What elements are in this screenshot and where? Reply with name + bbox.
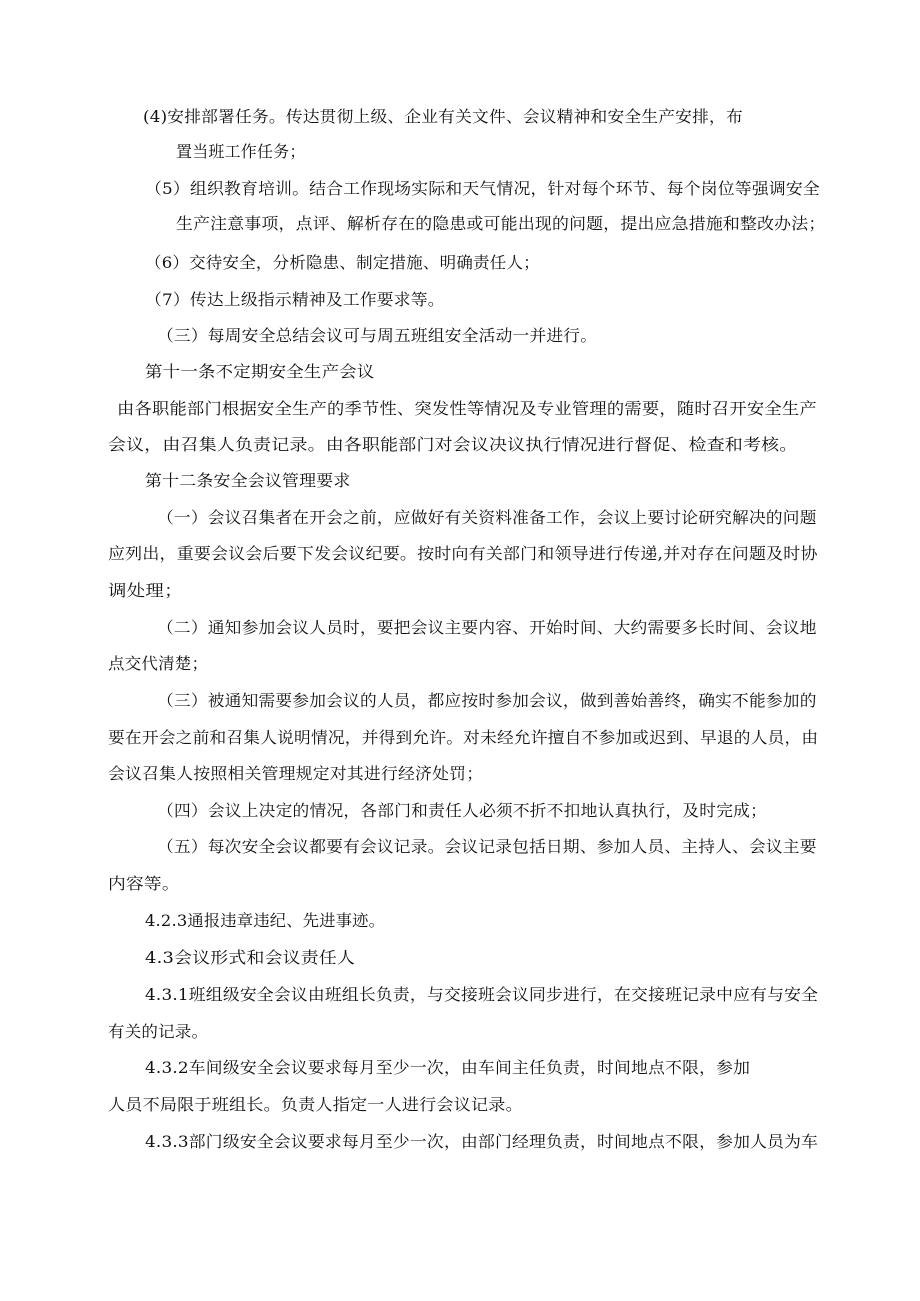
section-4-3-2-line-1: 4.3.2车间级安全会议要求每月至少一次，由车间主任负责，时间地点不限，参加 <box>145 1058 751 1077</box>
section-4-3-1-line-2: 有关的记录。 <box>108 1022 209 1041</box>
req-3-line-2: 要在开会之前和召集人说明情况，并得到允许。对未经允许擅自不参加或迟到、早退的人员，由 <box>108 728 819 747</box>
article-11-body-line-1: 由各职能部门根据安全生产的季节性、突发性等情况及专业管理的需要，随时召开安全生产 <box>117 399 817 418</box>
section-4-3-title: 4.3会议形式和会议责任人 <box>145 948 356 967</box>
item-7: （7）传达上级指示精神及工作要求等。 <box>145 290 445 309</box>
item-4-line-1: (4)安排部署任务。传达贯彻上级、企业有关文件、会议精神和安全生产安排，布 <box>143 107 743 126</box>
section-4-3-1-line-1: 4.3.1班组级安全会议由班组长负责，与交接班会议同步进行，在交接班记录中应有与安全 <box>145 985 819 1004</box>
req-3-line-3: 会议召集人按照相关管理规定对其进行经济处罚； <box>108 764 484 783</box>
article-11-body-line-2: 会议，由召集人负责记录。由各职能部门对会议决议执行情况进行督促、检查和考核。 <box>108 435 798 454</box>
article-12-title: 第十二条安全会议管理要求 <box>145 471 351 490</box>
req-1-line-2: 应列出，重要会议会后要下发会议纪要。按时向有关部门和领导进行传递,并对存在问题及时协 <box>108 544 818 563</box>
para-weekly-summary: （三）每周安全总结会议可与周五班组安全活动一并进行。 <box>157 326 598 345</box>
section-4-3-2-line-2: 人员不局限于班组长。负责人指定一人进行会议记录。 <box>108 1095 523 1114</box>
section-4-3-3-line-1: 4.3.3部门级安全会议要求每月至少一次，由部门经理负责，时间地点不限，参加人员为车 <box>145 1132 819 1151</box>
req-5-line-2: 内容等。 <box>108 874 180 893</box>
item-6: （6）交待安全，分析隐患、制定措施、明确责任人； <box>145 253 540 272</box>
section-4-2-3: 4.2.3通报违章违纪、先进事迹。 <box>145 911 386 930</box>
req-2-line-1: （二）通知参加会议人员时，要把会议主要内容、开始时间、大约需要多长时间、会议地 <box>157 618 817 637</box>
req-1-line-3: 调处理； <box>108 581 183 600</box>
req-5-line-1: （五）每次安全会议都要有会议记录。会议记录包括日期、参加人员、主持人、会议主要 <box>157 837 817 856</box>
req-3-line-1: （三）被通知需要参加会议的人员，都应按时参加会议，做到善始善终，确实不能参加的 <box>157 691 817 710</box>
article-11-title: 第十一条不定期安全生产会议 <box>145 362 375 381</box>
req-1-line-1: （一）会议召集者在开会之前，应做好有关资料准备工作，会议上要讨论研究解决的问题 <box>157 508 817 527</box>
item-5-line-2: 生产注意事项，点评、解析存在的隐患或可能出现的问题，提出应急措施和整改办法； <box>176 214 826 233</box>
item-5-line-1: （5）组织教育培训。结合工作现场实际和天气情况，针对每个环节、每个岗位等强调安全 <box>145 179 820 198</box>
item-4-line-2: 置当班工作任务； <box>176 142 306 161</box>
req-4: （四）会议上决定的情况，各部门和责任人必须不折不扣地认真执行，及时完成； <box>157 801 768 820</box>
req-2-line-2: 点交代清楚； <box>108 654 209 673</box>
